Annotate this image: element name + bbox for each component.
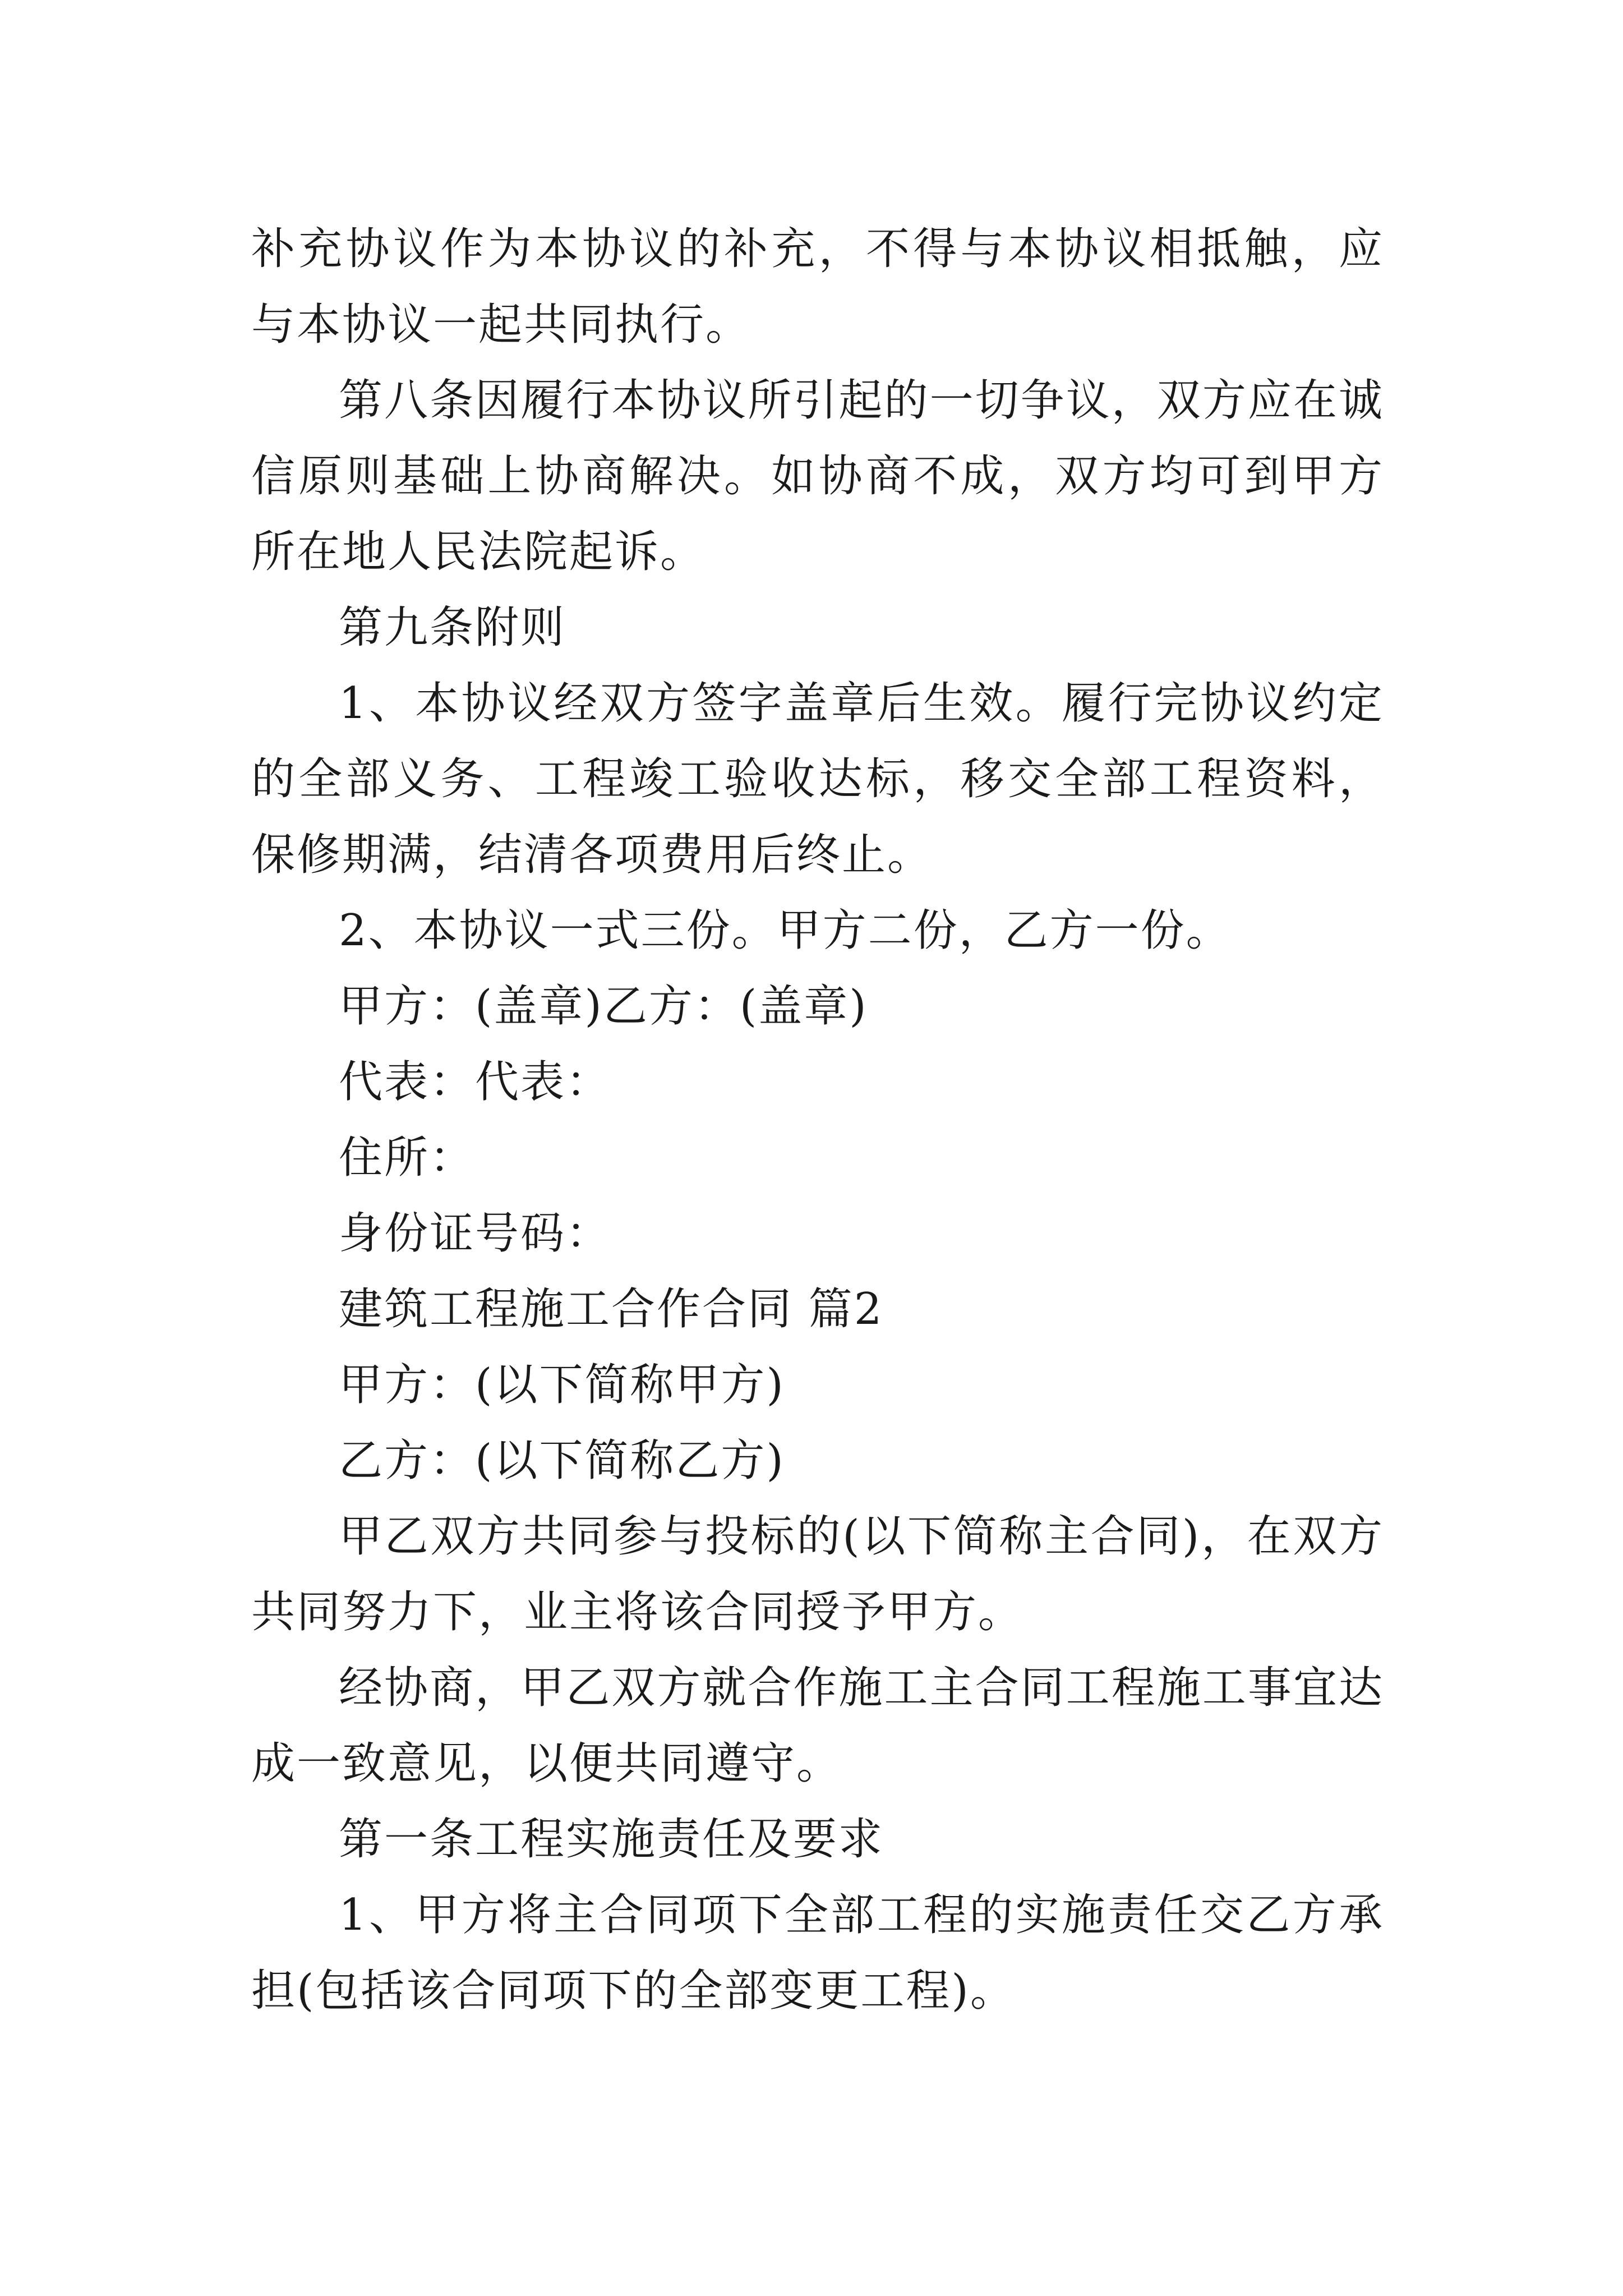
paragraph-4: 1、本协议经双方签字盖章后生效。履行完协议约定的全部义务、工程竣工验收达标，移交全部工程资料，保修期满，结清各项费用后终止。 (251, 678, 1384, 880)
paragraph-14: 经协商，甲乙双方就合作施工主合同工程施工事宜达成一致意见，以便共同遵守。 (251, 1663, 1384, 1789)
paragraph-5: 2、本协议一式三份。甲方二份，乙方一份。 (339, 905, 1232, 956)
paragraph-13: 甲乙双方共同参与投标的(以下简称主合同)，在双方共同努力下，业主将该合同授予甲方。 (251, 1511, 1384, 1637)
paragraph-6: 甲方：(盖章)乙方：(盖章) (339, 981, 868, 1032)
paragraph-7: 代表：代表： (339, 1057, 612, 1107)
paragraph-1: 补充协议作为本协议的补充，不得与本协议相抵触，应与本协议一起共同执行。 (251, 224, 1384, 350)
paragraph-3: 第九条附则 (339, 602, 566, 653)
paragraph-15: 第一条工程实施责任及要求 (339, 1814, 884, 1865)
paragraph-9: 身份证号码： (339, 1208, 612, 1259)
paragraph-8: 住所： (339, 1133, 476, 1183)
paragraph-2: 第八条因履行本协议所引起的一切争议，双方应在诚信原则基础上协商解决。如协商不成，双方均可到甲方所在地人民法院起诉。 (251, 375, 1384, 577)
paragraph-11: 甲方：(以下简称甲方) (339, 1360, 785, 1410)
document-body (251, 211, 1384, 2029)
paragraph-16: 1、甲方将主合同项下全部工程的实施责任交乙方承担(包括该合同项下的全部变更工程)。 (251, 1890, 1384, 2016)
paragraph-12: 乙方：(以下简称乙方) (339, 1435, 785, 1486)
paragraph-10: 建筑工程施工合作合同 篇2 (339, 1284, 884, 1335)
